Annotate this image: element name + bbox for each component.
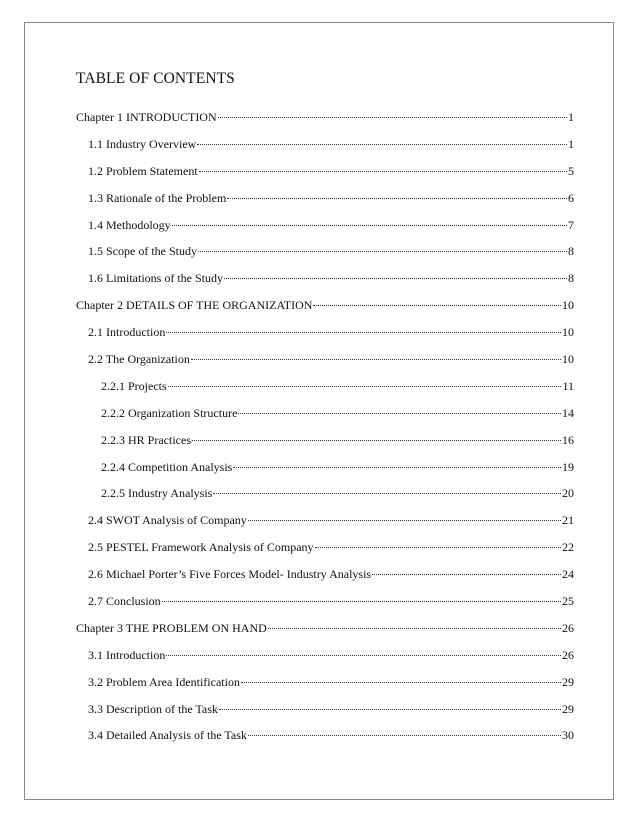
toc-section-entry[interactable] [76, 379, 574, 406]
toc-entry-label: 3.4 Detailed Analysis of the Task [88, 728, 247, 743]
dot-leader [268, 628, 561, 629]
toc-section-entry[interactable] [76, 164, 574, 191]
toc-section-entry[interactable] [76, 702, 574, 729]
toc-entry-label: 2.1 Introduction [88, 325, 166, 340]
dot-leader [248, 735, 561, 736]
toc-entry-page-number: 14 [562, 405, 574, 420]
toc-entry-page-number: 10 [562, 298, 574, 313]
toc-section-entry[interactable] [76, 406, 574, 433]
toc-entry-label: Chapter 2 DETAILS OF THE ORGANIZATION [76, 298, 313, 313]
toc-entry-page-number: 21 [562, 513, 574, 528]
dot-leader [191, 359, 561, 360]
toc-entry-page-number: 19 [562, 459, 574, 474]
toc-entry-label: 2.2.5 Industry Analysis [101, 486, 213, 501]
toc-section-entry[interactable] [76, 433, 574, 460]
toc-section-entry[interactable] [76, 460, 574, 487]
toc-entry-label: 2.2.4 Competition Analysis [101, 459, 233, 474]
toc-entry-label: 2.5 PESTEL Framework Analysis of Company [88, 540, 314, 555]
toc-entry-label: 1.5 Scope of the Study [88, 244, 197, 259]
toc-entry-page-number: 25 [562, 594, 574, 609]
toc-entry-page-number: 20 [562, 486, 574, 501]
dot-leader [197, 144, 567, 145]
toc-entry-label: 2.2.3 HR Practices [101, 432, 191, 447]
dot-leader [372, 574, 561, 575]
toc-list [76, 110, 574, 755]
toc-section-entry[interactable] [76, 191, 574, 218]
toc-entry-label: 2.2.1 Projects [101, 378, 167, 393]
toc-section-entry[interactable] [76, 325, 574, 352]
toc-entry-page-number: 29 [562, 701, 574, 716]
toc-entry-page-number: 6 [568, 190, 574, 205]
toc-section-entry[interactable] [76, 675, 574, 702]
dot-leader [198, 251, 567, 252]
dot-leader [168, 386, 562, 387]
toc-entry-label: 2.6 Michael Porter’s Five Forces Model- Industry Analysis [88, 567, 372, 582]
toc-entry-label: Chapter 3 THE PROBLEM ON HAND [76, 620, 267, 635]
dot-leader [192, 440, 561, 441]
dot-leader [227, 198, 567, 199]
dot-leader [172, 225, 567, 226]
toc-entry-label: 1.6 Limitations of the Study [88, 271, 223, 286]
dot-leader [313, 305, 561, 306]
toc-entry-page-number: 10 [562, 325, 574, 340]
toc-entry-page-number: 1 [568, 136, 574, 151]
toc-entry-label: 1.4 Methodology [88, 217, 171, 232]
toc-heading: TABLE OF CONTENTS [76, 70, 235, 87]
dot-leader [199, 171, 567, 172]
toc-entry-label: 1.3 Rationale of the Problem [88, 190, 227, 205]
toc-entry-page-number: 10 [562, 352, 574, 367]
toc-entry-page-number: 16 [562, 432, 574, 447]
dot-leader [238, 413, 561, 414]
toc-entry-label: 2.2 The Organization [88, 352, 190, 367]
dot-leader [218, 117, 567, 118]
toc-entry-label: 1.1 Industry Overview [88, 136, 197, 151]
toc-section-entry[interactable] [76, 567, 574, 594]
toc-entry-page-number: 30 [562, 728, 574, 743]
toc-section-entry[interactable] [76, 594, 574, 621]
toc-entry-label: 3.3 Description of the Task [88, 701, 218, 716]
toc-entry-page-number: 7 [568, 217, 574, 232]
toc-entry-page-number: 11 [562, 378, 574, 393]
toc-entry-label: 1.2 Problem Statement [88, 163, 198, 178]
toc-section-entry[interactable] [76, 728, 574, 755]
dot-leader [233, 467, 561, 468]
toc-section-entry[interactable] [76, 352, 574, 379]
toc-chapter-entry[interactable] [76, 298, 574, 325]
toc-section-entry[interactable] [76, 648, 574, 675]
toc-entry-page-number: 1 [568, 110, 574, 124]
toc-entry-page-number: 24 [562, 567, 574, 582]
dot-leader [166, 332, 561, 333]
toc-section-entry[interactable] [76, 513, 574, 540]
toc-section-entry[interactable] [76, 137, 574, 164]
toc-entry-page-number: 29 [562, 674, 574, 689]
dot-leader [166, 655, 561, 656]
toc-entry-page-number: 22 [562, 540, 574, 555]
dot-leader [241, 682, 561, 683]
toc-entry-page-number: 26 [562, 620, 574, 635]
toc-entry-label: 3.1 Introduction [88, 647, 166, 662]
toc-entry-label: 2.4 SWOT Analysis of Company [88, 513, 247, 528]
toc-section-entry[interactable] [76, 540, 574, 567]
toc-chapter-entry[interactable] [76, 110, 574, 137]
toc-entry-page-number: 5 [568, 163, 574, 178]
toc-entry-label: 2.7 Conclusion [88, 594, 161, 609]
toc-entry-page-number: 8 [568, 271, 574, 286]
toc-chapter-entry[interactable] [76, 621, 574, 648]
toc-section-entry[interactable] [76, 271, 574, 298]
toc-entry-label: Chapter 1 INTRODUCTION [76, 110, 217, 124]
toc-entry-label: 2.2.2 Organization Structure [101, 405, 238, 420]
toc-entry-label: 3.2 Problem Area Identification [88, 674, 240, 689]
toc-section-entry[interactable] [76, 486, 574, 513]
dot-leader [224, 278, 567, 279]
dot-leader [162, 601, 561, 602]
dot-leader [213, 493, 561, 494]
toc-section-entry[interactable] [76, 244, 574, 271]
toc-entry-page-number: 8 [568, 244, 574, 259]
toc-entry-page-number: 26 [562, 647, 574, 662]
dot-leader [219, 709, 561, 710]
dot-leader [248, 520, 561, 521]
toc-section-entry[interactable] [76, 218, 574, 245]
dot-leader [315, 547, 561, 548]
